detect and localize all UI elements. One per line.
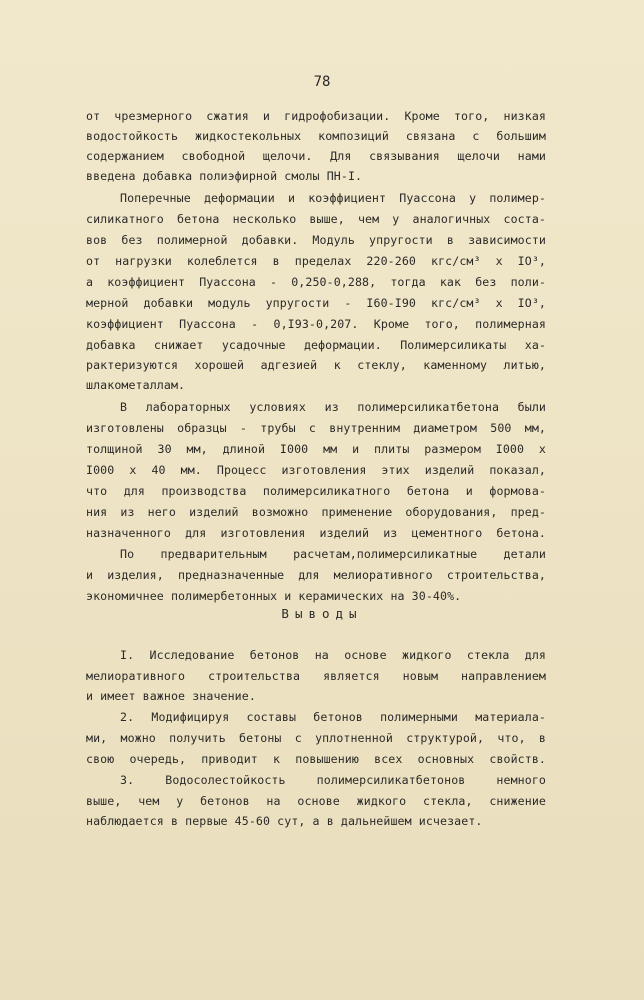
text-line: мерной добавки модуль упругости - I60-I90 кгс/см³ х IO³,: [86, 296, 546, 310]
text-line: от чрезмерного сжатия и гидрофобизации. Кроме того, низкая: [86, 109, 546, 123]
text-line: экономичнее полимербетонных и керамических на 30-40%.: [86, 589, 462, 603]
text-line: добавка снижает усадочные деформации. Полимерсиликаты ха-: [86, 338, 546, 352]
text-line: I000 х 40 мм. Процесс изготовления этих изделий показал,: [86, 463, 546, 477]
text-line: ми, можно получить бетоны с уплотненной структурой, что, в: [86, 731, 546, 745]
text-line: и имеет важное значение.: [86, 689, 256, 703]
page-number: 78: [313, 74, 331, 90]
text-line: 2. Модифицируя составы бетонов полимерными материала-: [120, 710, 546, 724]
text-line: рактеризуются хорошей адгезией к стеклу, каменному литью,: [86, 358, 546, 372]
text-line: от нагрузки колеблется в пределах 220-260 кгс/см³ х IO³,: [86, 254, 546, 268]
text-line: а коэффициент Пуассона - 0,250-0,288, тогда как без поли-: [86, 275, 546, 289]
text-line: водостойкость жидкостекольных композиций связана с большим: [86, 129, 546, 143]
text-line: выше, чем у бетонов на основе жидкого стекла, снижение: [86, 794, 546, 808]
text-line: 3. Водосолестойкость полимерсиликатбетонов немного: [120, 773, 546, 787]
text-line: коэффициент Пуассона - 0,I93-0,207. Кроме того, полимерная: [86, 317, 546, 331]
text-line: В лабораторных условиях из полимерсиликатбетона были: [120, 400, 546, 414]
text-line: Поперечные деформации и коэффициент Пуассона у полимер-: [120, 191, 546, 205]
text-line: содержанием свободной щелочи. Для связывания щелочи нами: [86, 149, 546, 163]
text-line: изготовлены образцы - трубы с внутренним диаметром 500 мм,: [86, 421, 546, 435]
text-line: введена добавка полиэфирной смолы ПН-I.: [86, 169, 363, 183]
text-line: I. Исследование бетонов на основе жидкого стекла для: [120, 648, 546, 662]
text-line: и изделия, предназначенные для мелиоративного строительства,: [86, 568, 546, 582]
text-line: шлакометаллам.: [86, 378, 186, 392]
text-line: толщиной 30 мм, длиной I000 мм и плиты размером I000 х: [86, 442, 546, 456]
text-line: мелиоративного строительства является новым направлением: [86, 669, 546, 683]
text-line: наблюдается в первые 45-60 сут, а в дальнейшем исчезает.: [86, 814, 483, 828]
text-line: силикатного бетона несколько выше, чем у аналогичных соста-: [86, 212, 546, 226]
text-line: что для производства полимерсиликатного бетона и формова-: [86, 484, 546, 498]
text-line: По предварительным расчетам,полимерсиликатные детали: [120, 547, 546, 561]
text-line: ния из него изделий возможно применение оборудования, пред-: [86, 505, 546, 519]
text-line: назначенного для изготовления изделий из цементного бетона.: [86, 526, 546, 540]
text-line: вов без полимерной добавки. Модуль упругости в зависимости: [86, 233, 546, 247]
text-line: свою очередь, приводит к повышению всех основных свойств.: [86, 752, 546, 766]
conclusions-heading: Выводы: [281, 606, 363, 621]
